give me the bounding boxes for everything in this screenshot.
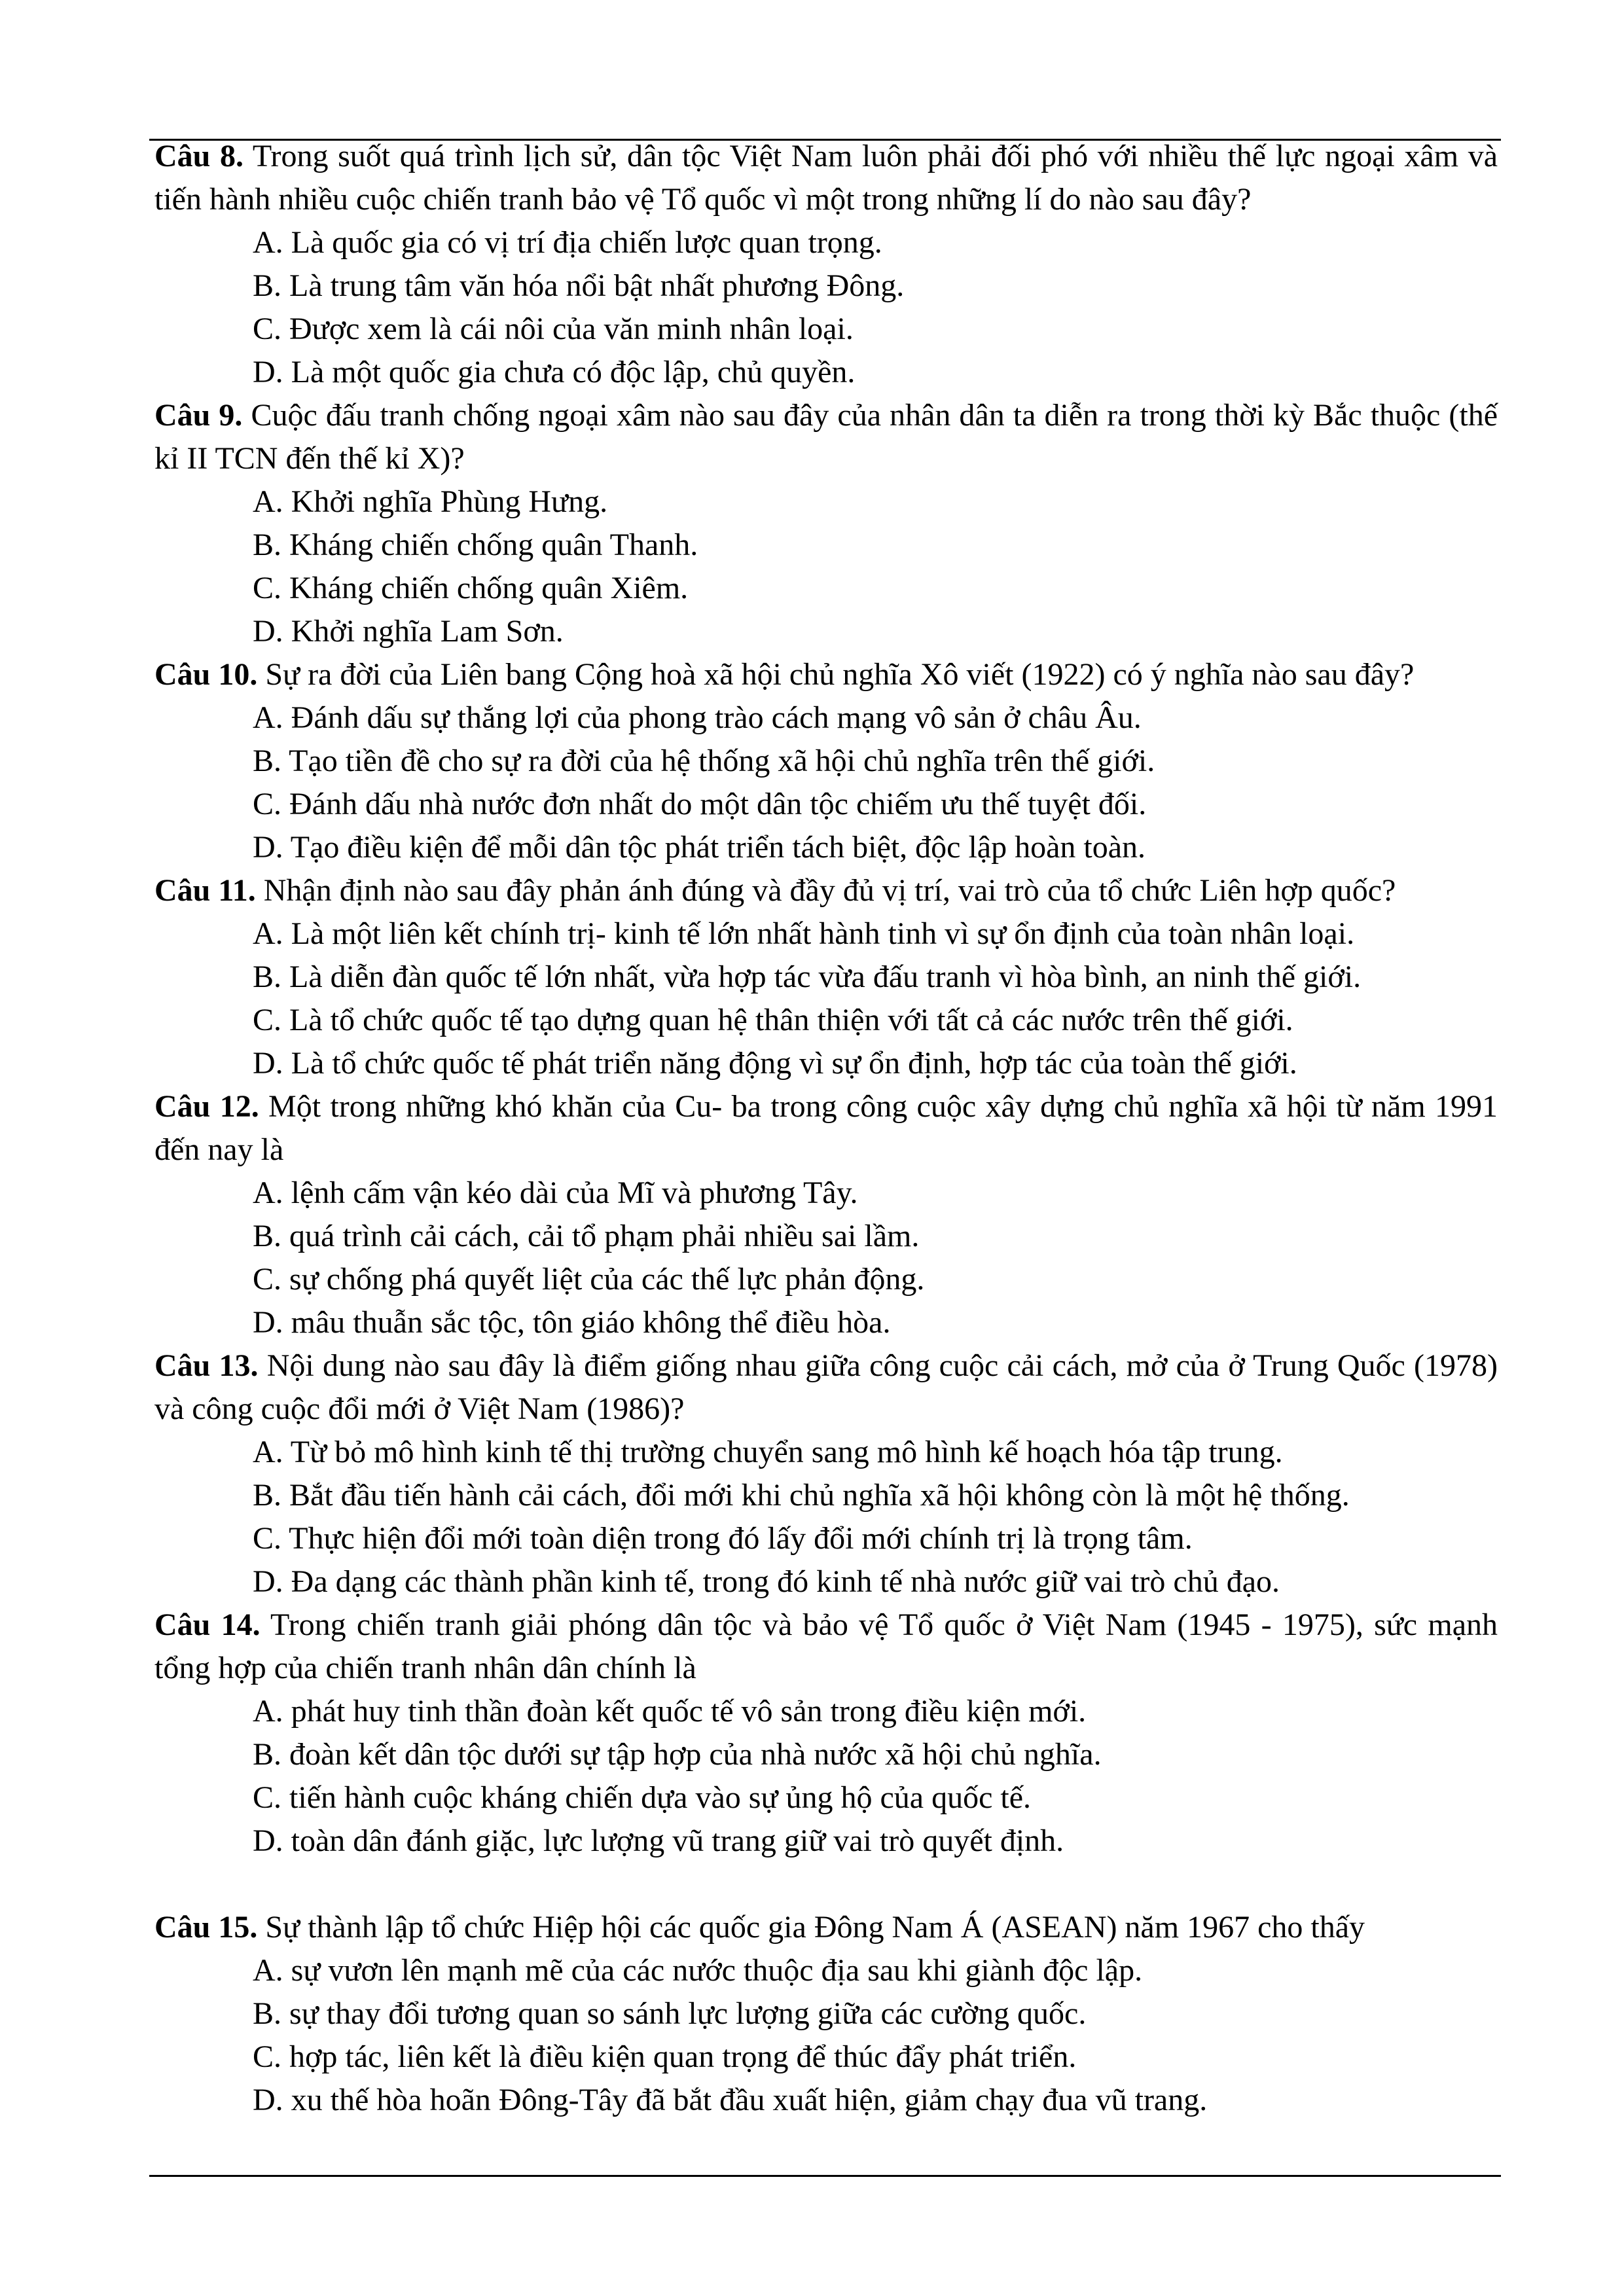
- option-d: D. Tạo điều kiện để mỗi dân tộc phát triển tách biệt, độc lập hoàn toàn.: [253, 830, 1146, 865]
- question-stem: Trong chiến tranh giải phóng dân tộc và bảo vệ Tổ quốc ở Việt Nam (1945 - 1975), sức mạnh tổng hợp của chiến tranh nhân dân chính là: [154, 1607, 1498, 1685]
- option-d: D. Là một quốc gia chưa có độc lập, chủ quyền.: [253, 355, 856, 389]
- question-stem: Trong suốt quá trình lịch sử, dân tộc Việt Nam luôn phải đối phó với nhiều thế lực ngoại xâm và tiến hành nhiều cuộc chiến tranh bảo vệ Tổ quốc vì một trong những lí do nào sau đây?: [154, 139, 1498, 217]
- blank-line: [154, 1863, 1498, 1906]
- option-c: C. Đánh dấu nhà nước đơn nhất do một dân tộc chiếm ưu thế tuyệt đối.: [253, 787, 1147, 821]
- question-stem: Sự ra đời của Liên bang Cộng hoà xã hội chủ nghĩa Xô viết (1922) có ý nghĩa nào sau đây?: [265, 657, 1415, 692]
- question-number: Câu 8.: [154, 139, 244, 173]
- question-8: [154, 135, 1498, 394]
- question-text: [154, 1604, 1498, 1690]
- option-b: B. Kháng chiến chống quân Thanh.: [253, 528, 698, 562]
- question-15: [154, 1906, 1498, 2122]
- question-number: Câu 13.: [154, 1348, 259, 1383]
- option-b: B. Là diễn đàn quốc tế lớn nhất, vừa hợp tác vừa đấu tranh vì hòa bình, an ninh thế giới.: [253, 960, 1362, 994]
- question-text: [154, 1344, 1498, 1431]
- option-b: B. sự thay đổi tương quan so sánh lực lượng giữa các cường quốc.: [253, 1996, 1087, 2031]
- question-13: [154, 1344, 1498, 1604]
- option-d: D. mâu thuẫn sắc tộc, tôn giáo không thể điều hòa.: [253, 1305, 891, 1340]
- question-text: [154, 1085, 1498, 1172]
- option-a: A. Khởi nghĩa Phùng Hưng.: [253, 484, 608, 519]
- question-10: [154, 653, 1498, 869]
- option-d: D. toàn dân đánh giặc, lực lượng vũ trang giữ vai trò quyết định.: [253, 1823, 1064, 1858]
- option-d: D. Đa dạng các thành phần kinh tế, trong đó kinh tế nhà nước giữ vai trò chủ đạo.: [253, 1564, 1280, 1599]
- question-number: Câu 14.: [154, 1607, 261, 1642]
- option-b: B. đoàn kết dân tộc dưới sự tập hợp của nhà nước xã hội chủ nghĩa.: [253, 1737, 1102, 1772]
- question-number: Câu 9.: [154, 398, 243, 433]
- option-a: A. phát huy tinh thần đoàn kết quốc tế vô sản trong điều kiện mới.: [253, 1694, 1087, 1729]
- question-list: [154, 135, 1498, 2122]
- option-b: B. Bắt đầu tiến hành cải cách, đổi mới khi chủ nghĩa xã hội không còn là một hệ thống.: [253, 1478, 1350, 1513]
- question-text: [154, 135, 1498, 221]
- question-number: Câu 10.: [154, 657, 258, 692]
- option-c: C. Là tổ chức quốc tế tạo dựng quan hệ thân thiện với tất cả các nước trên thế giới.: [253, 1003, 1293, 1037]
- question-stem: Nhận định nào sau đây phản ánh đúng và đầy đủ vị trí, vai trò của tổ chức Liên hợp quốc?: [263, 873, 1396, 908]
- option-d: D. xu thế hòa hoãn Đông-Tây đã bắt đầu xuất hiện, giảm chạy đua vũ trang.: [253, 2083, 1208, 2117]
- question-text: [154, 869, 1498, 912]
- option-b: B. quá trình cải cách, cải tổ phạm phải nhiều sai lầm.: [253, 1219, 920, 1253]
- option-b: B. Tạo tiền đề cho sự ra đời của hệ thống xã hội chủ nghĩa trên thế giới.: [253, 744, 1155, 778]
- option-c: C. Được xem là cái nôi của văn minh nhân loại.: [253, 312, 854, 346]
- question-text: [154, 1906, 1498, 1949]
- option-a: A. Đánh dấu sự thắng lợi của phong trào cách mạng vô sản ở châu Âu.: [253, 700, 1142, 735]
- question-text: [154, 394, 1498, 480]
- question-stem: Sự thành lập tổ chức Hiệp hội các quốc gia Đông Nam Á (ASEAN) năm 1967 cho thấy: [265, 1910, 1365, 1945]
- question-stem: Nội dung nào sau đây là điểm giống nhau giữa công cuộc cải cách, mở của ở Trung Quốc (1978) và công cuộc đổi mới ở Việt Nam (1986)?: [154, 1348, 1498, 1426]
- option-a: A. Là một liên kết chính trị- kinh tế lớn nhất hành tinh vì sự ổn định của toàn nhân loại.: [253, 916, 1355, 951]
- option-d: D. Là tổ chức quốc tế phát triển năng động vì sự ổn định, hợp tác của toàn thế giới.: [253, 1046, 1297, 1081]
- bottom-divider: [149, 2175, 1501, 2177]
- option-c: C. tiến hành cuộc kháng chiến dựa vào sự ủng hộ của quốc tế.: [253, 1780, 1032, 1815]
- question-9: [154, 394, 1498, 653]
- question-11: [154, 869, 1498, 1085]
- question-number: Câu 12.: [154, 1089, 259, 1124]
- question-14: [154, 1604, 1498, 1863]
- question-number: Câu 15.: [154, 1910, 258, 1945]
- option-d: D. Khởi nghĩa Lam Sơn.: [253, 614, 564, 649]
- option-a: A. Từ bỏ mô hình kinh tế thị trường chuyển sang mô hình kế hoạch hóa tập trung.: [253, 1435, 1283, 1469]
- option-a: A. lệnh cấm vận kéo dài của Mĩ và phương Tây.: [253, 1175, 858, 1210]
- option-a: A. sự vươn lên mạnh mẽ của các nước thuộc địa sau khi giành độc lập.: [253, 1953, 1143, 1988]
- option-c: C. sự chống phá quyết liệt của các thế lực phản động.: [253, 1262, 925, 1297]
- option-c: C. hợp tác, liên kết là điều kiện quan trọng để thúc đẩy phát triển.: [253, 2039, 1077, 2074]
- option-c: C. Kháng chiến chống quân Xiêm.: [253, 571, 689, 605]
- option-c: C. Thực hiện đổi mới toàn diện trong đó lấy đổi mới chính trị là trọng tâm.: [253, 1521, 1193, 1556]
- question-text: [154, 653, 1498, 696]
- question-stem: Cuộc đấu tranh chống ngoại xâm nào sau đây của nhân dân ta diễn ra trong thời kỳ Bắc thuộc (thế kỉ II TCN đến thế kỉ X)?: [154, 398, 1498, 476]
- option-a: A. Là quốc gia có vị trí địa chiến lược quan trọng.: [253, 225, 882, 260]
- option-b: B. Là trung tâm văn hóa nổi bật nhất phương Đông.: [253, 268, 905, 303]
- question-stem: Một trong những khó khăn của Cu- ba trong công cuộc xây dựng chủ nghĩa xã hội từ năm 1991 đến nay là: [154, 1089, 1498, 1167]
- question-number: Câu 11.: [154, 873, 256, 908]
- question-12: [154, 1085, 1498, 1344]
